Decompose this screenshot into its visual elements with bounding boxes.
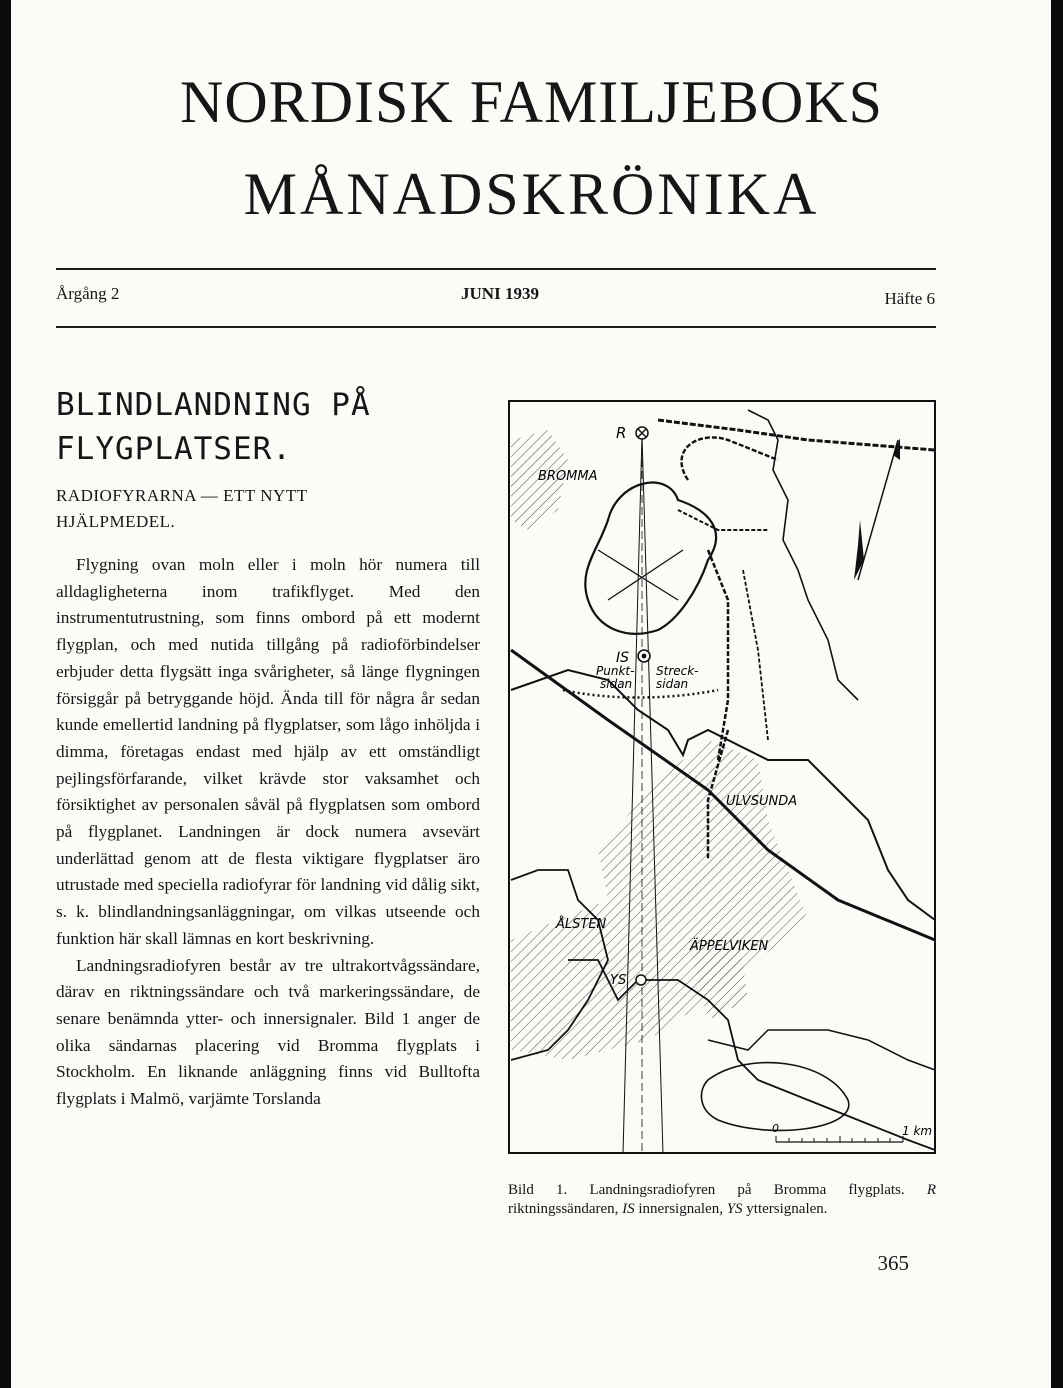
- caption-is: IS: [622, 1201, 635, 1217]
- issue-number: Häfte 6: [884, 289, 935, 308]
- map-label-streck: Streck-: [656, 664, 699, 678]
- article-body: [56, 552, 480, 1113]
- article-paragraph-1: Flygning ovan moln eller i moln hör numera till alldagligheterna inom trafikflyget. Med den instrumentutrustning, som finns ombord på ett modernt flygplan, och med nutida tillgång på radioförbindelser erbjuder detta flygsätt inga svårigheter, så länge flygningen försiggår på betryggande höjd. Ända till för några år sedan kunde emellertid landning på flygplatser, som lågo inhöljda i dimma, företagas endast med hjälp av ett omständligt pejlingsförfarande, vilket krävde stor vaksamhet och försiktighet av personalen såväl på flygplatsen som ombord på flygplanet. Landningen är dock numera avsevärt underlättad genom att de flesta viktigare flygplatser äro utrustade med speciella radiofyrar för landning vid dålig sikt, s. k. blindlandningsanläggningar, om vilkas utseende och funktion här skall lämnas en kort beskrivning.: [56, 555, 480, 948]
- map-figure: [508, 400, 936, 1154]
- caption-r: R: [926, 1182, 937, 1198]
- map-label-ys: YS: [610, 973, 627, 988]
- ys-transmitter-marker: [636, 975, 646, 985]
- header-rule-top: [56, 268, 936, 270]
- issue-volume: Årgång 2: [56, 284, 120, 303]
- map-label-alsten: ÅLSTEN: [556, 917, 607, 932]
- map-label-r: R: [616, 424, 627, 442]
- masthead-title: NORDISK FAMILJEBOKS: [180, 69, 883, 135]
- map-label-ulvsunda: ULVSUNDA: [726, 794, 798, 809]
- caption-part-2: riktningssändaren,: [508, 1201, 619, 1217]
- caption-part-4: yttersignalen.: [746, 1201, 828, 1217]
- article-subtitle-line-2: HJÄLPMEDEL.: [56, 512, 176, 531]
- page-number: 365: [877, 1251, 909, 1275]
- figure-caption: [508, 1181, 936, 1219]
- article-subtitle: [56, 483, 416, 535]
- article-paragraph-2: Landningsradiofyren består av tre ultrakortvågssändare, därav en riktningssändare och två markeringssändare, de senare benämnda ytter- och innersignaler. Bild 1 anger de olika sändarnas placering vid Bromma flygplats i Stockholm. En liknande anläggning finns vid Bulltofta flygplats i Malmö, varjämte Torslanda: [56, 955, 480, 1109]
- article-title: [56, 383, 486, 471]
- article-title-line-1: BLINDLANDNING PÅ: [56, 387, 371, 423]
- map-label-streck-sidan: sidan: [656, 677, 689, 691]
- map-label-punkt-sidan: sidan: [600, 677, 633, 691]
- header-rule-bottom: [56, 326, 936, 328]
- map-label-is: IS: [616, 650, 630, 666]
- map-label-punkt: Punkt-: [596, 664, 635, 678]
- map-label-appelviken: ÄPPELVIKEN: [690, 939, 769, 954]
- bromma-map: [508, 400, 936, 1154]
- caption-ys: YS: [726, 1201, 743, 1217]
- article-subtitle-line-1: RADIOFYRARNA — ETT NYTT: [56, 486, 308, 505]
- caption-part-3: innersignalen,: [638, 1201, 723, 1217]
- map-label-bromma: BROMMA: [538, 469, 598, 484]
- masthead-subtitle: MÅNADSKRÖNIKA: [243, 161, 820, 227]
- issue-date: JUNI 1939: [461, 284, 539, 303]
- map-label-scale-km: 1 km: [902, 1124, 933, 1138]
- is-transmitter-dot: [642, 654, 647, 659]
- article-title-line-2: FLYGPLATSER.: [56, 431, 292, 467]
- caption-prefix: Bild 1. Landningsradiofyren på Bromma flygplats.: [508, 1182, 905, 1198]
- map-label-scale-zero: 0: [772, 1122, 779, 1135]
